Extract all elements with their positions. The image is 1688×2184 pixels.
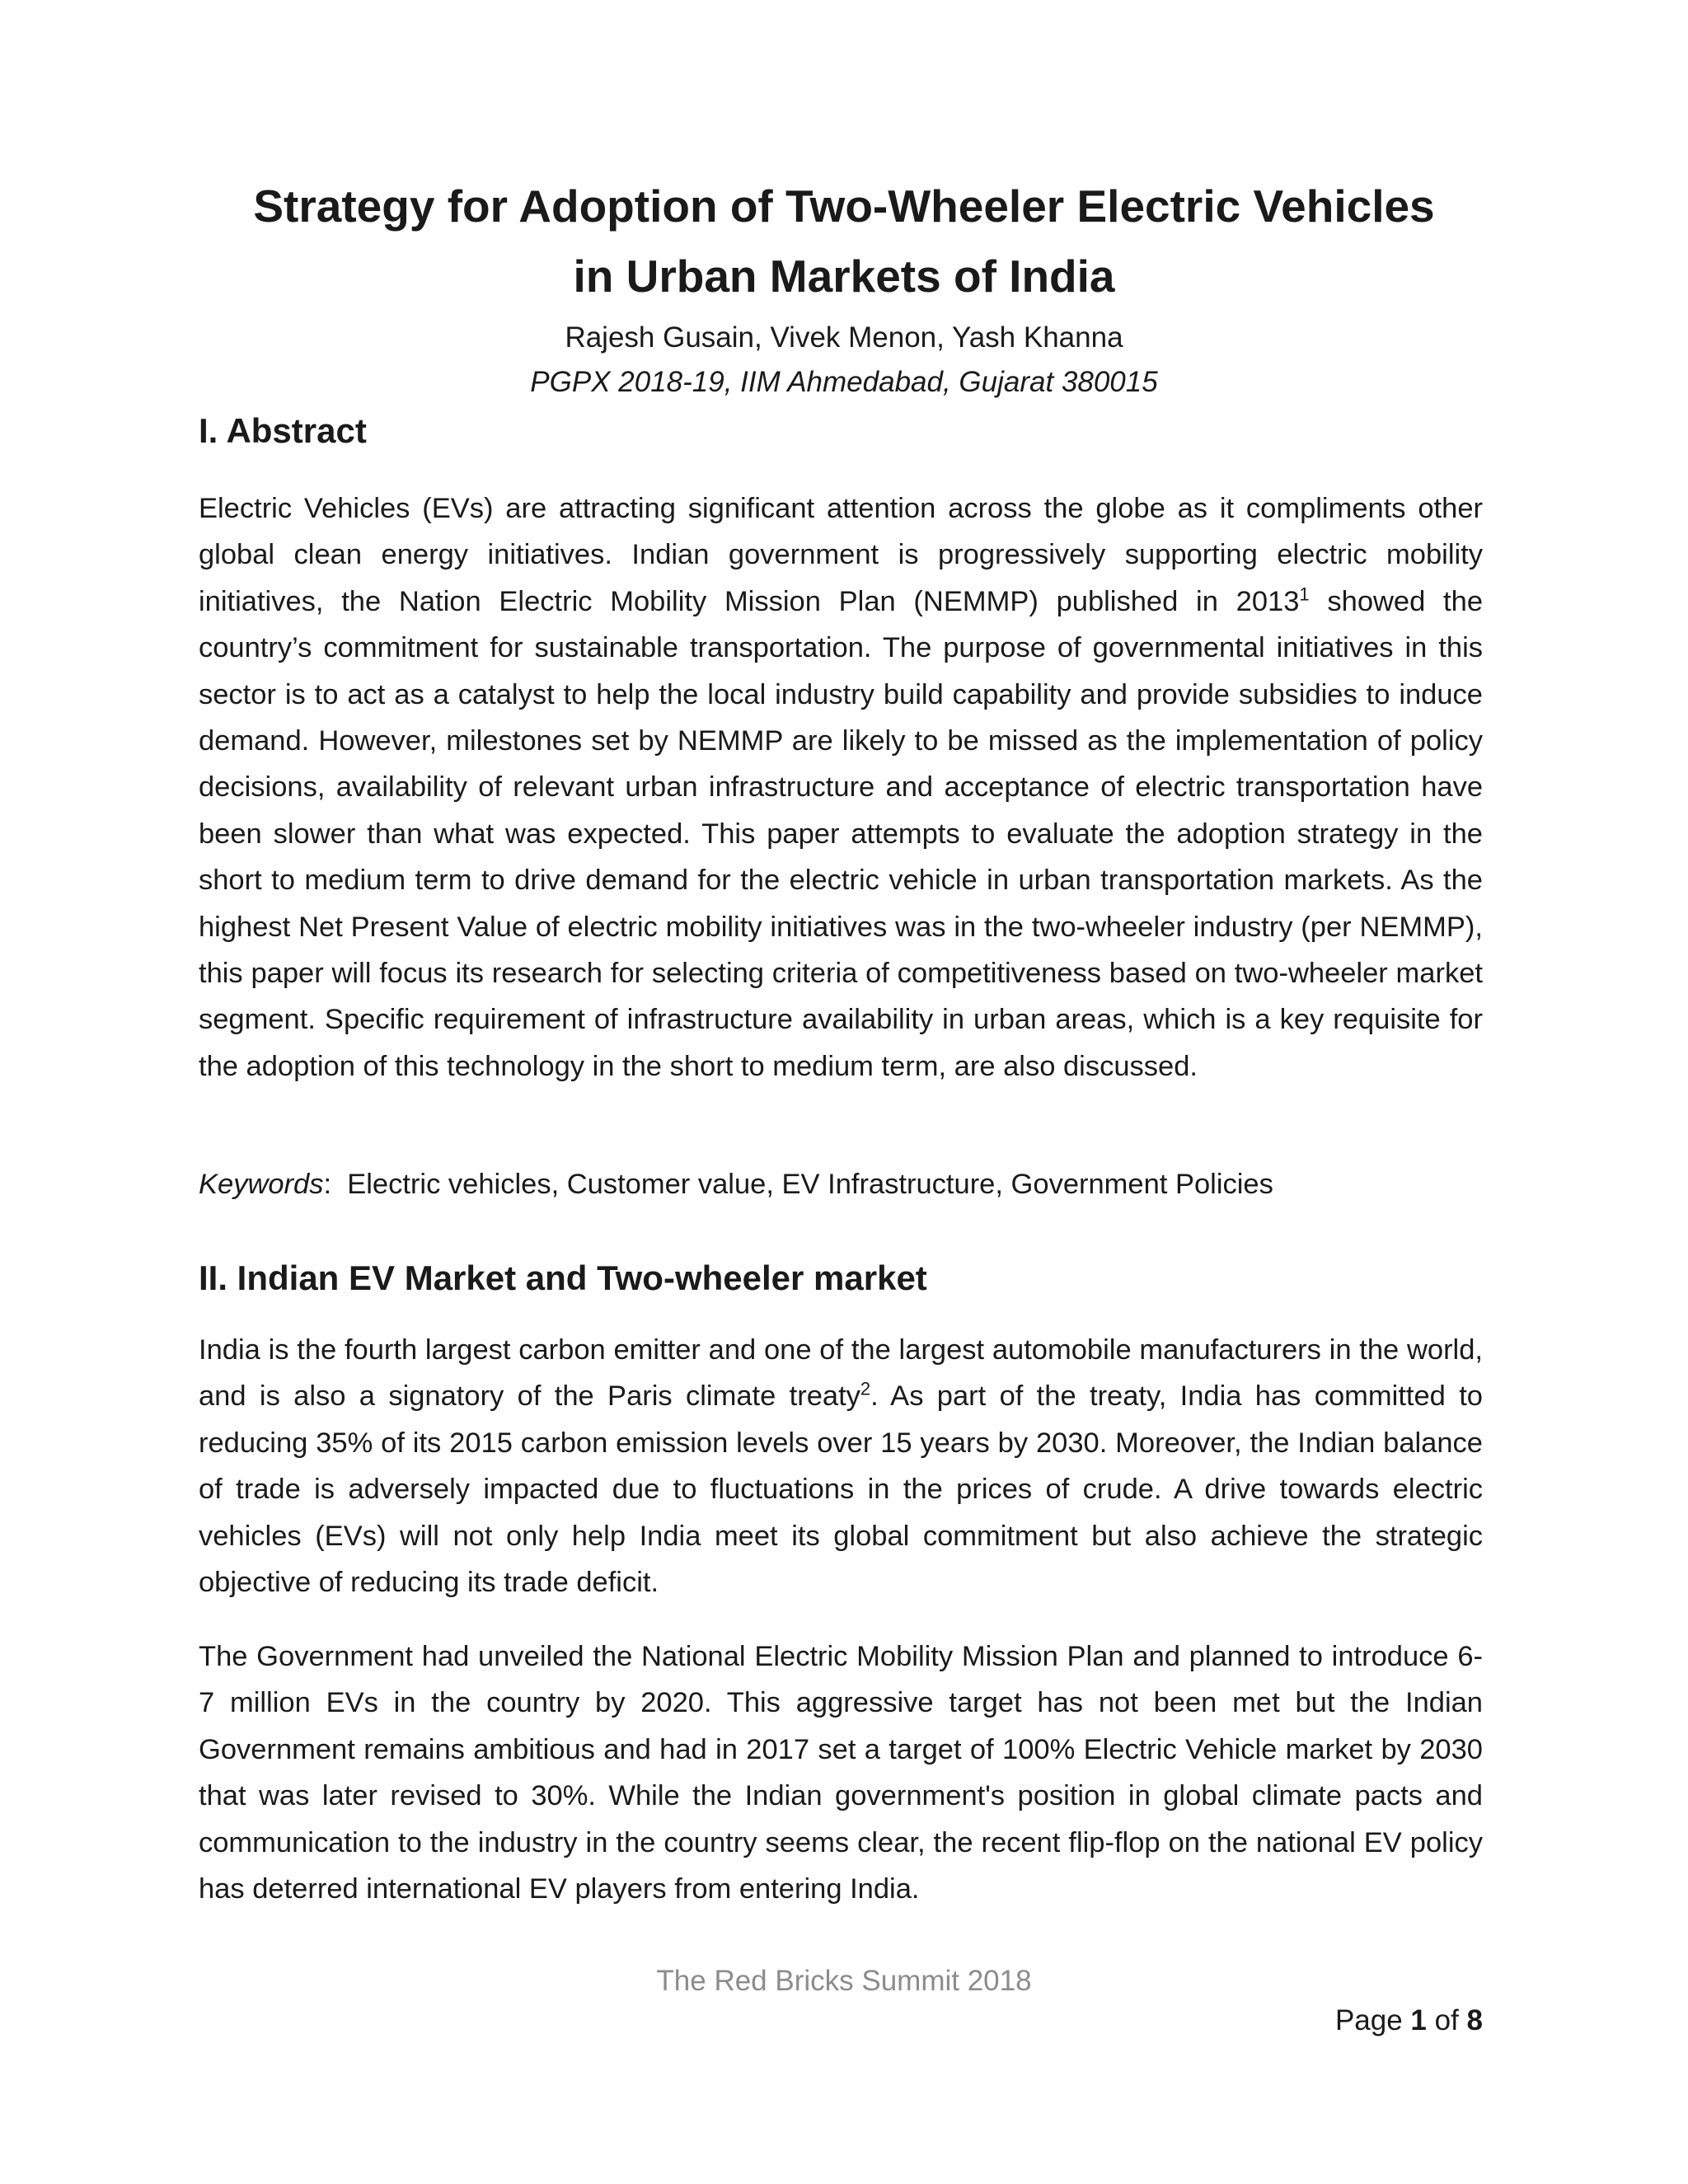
paper-affiliation: PGPX 2018-19, IIM Ahmedabad, Gujarat 380015 xyxy=(530,366,1158,398)
keywords-line xyxy=(199,1161,1273,1207)
abstract-heading: I. Abstract xyxy=(199,411,367,450)
footnote-ref-2[interactable]: 2 xyxy=(860,1378,871,1399)
keywords-label: Keywords xyxy=(199,1169,324,1200)
footer-event-name: The Red Bricks Summit 2018 xyxy=(656,1965,1032,1997)
section-2-p1-text-part-2: . As part of the treaty, India has committed to reducing 35% of its 2015 carbon emission levels over 15 years by 2030. Moreover, the Indian balance of trade is adversely impacted due to fluctuations in the prices of crude. A drive towards electric vehicles (EVs) will not only help India meet its global commitment but also achieve the strategic objective of reducing its trade deficit. xyxy=(199,1380,1483,1599)
abstract-paragraph xyxy=(199,485,1483,1090)
section-2-paragraph-1 xyxy=(199,1327,1483,1605)
section-2-paragraph-2: The Government had unveiled the National Electric Mobility Mission Plan and planned to introduce 6-7 million EVs in the country by 2020. This aggressive target has not been met but the Indian Government remains ambitious and had in 2017 set a target of 100% Electric Vehicle market by 2030 that was later revised to 30%. While the Indian government's position in global climate pacts and communication to the industry in the country seems clear, the recent flip-flop on the national EV policy has deterred international EV players from entering India. xyxy=(199,1641,1483,1905)
page-total: 8 xyxy=(1466,2004,1483,2036)
abstract-text-part-1: Electric Vehicles (EVs) are attracting significant attention across the globe as it compliments other global clean energy initiatives. Indian government is progressively supporting electric mobility initiatives, the Nation Electric Mobility Mission Plan (NEMMP) published in 2013 xyxy=(199,493,1483,617)
keywords-separator: : xyxy=(323,1169,348,1200)
page-of: of xyxy=(1426,2004,1467,2036)
footnote-ref-1[interactable]: 1 xyxy=(1299,583,1310,605)
keywords-value: Electric vehicles, Customer value, EV Infrastructure, Government Policies xyxy=(347,1169,1273,1200)
page-current: 1 xyxy=(1410,2004,1427,2036)
section-2-p1-text-part-1: India is the fourth largest carbon emitter and one of the largest automobile manufacturers in the world, and is also a signatory of the Paris climate treaty xyxy=(199,1334,1483,1413)
paper-title-line-2: in Urban Markets of India xyxy=(573,251,1115,302)
paper-title-line-1: Strategy for Adoption of Two-Wheeler Electric Vehicles xyxy=(253,180,1435,232)
abstract-text-part-2: showed the country’s commitment for sustainable transportation. The purpose of governmental initiatives in this sector is to act as a catalyst to help the local industry build capability and provide subsidies to induce demand. However, milestones set by NEMMP are likely to be missed as the implementation of policy decisions, availability of relevant urban infrastructure and acceptance of electric transportation have been slower than what was expected. This paper attempts to evaluate the adoption strategy in the short to medium term to drive demand for the electric vehicle in urban transportation markets. As the highest Net Present Value of electric mobility initiatives was in the two-wheeler industry (per NEMMP), this paper will focus its research for selecting criteria of competitiveness based on two-wheeler market segment. Specific requirement of infrastructure availability in urban areas, which is a key requisite for the adoption of this technology in the short to medium term, are also discussed. xyxy=(199,585,1484,1082)
section-2-heading: II. Indian EV Market and Two-wheeler market xyxy=(199,1258,927,1297)
page-prefix: Page xyxy=(1334,2004,1411,2036)
paper-authors: Rajesh Gusain, Vivek Menon, Yash Khanna xyxy=(565,321,1123,354)
page-number xyxy=(1335,2003,1483,2039)
